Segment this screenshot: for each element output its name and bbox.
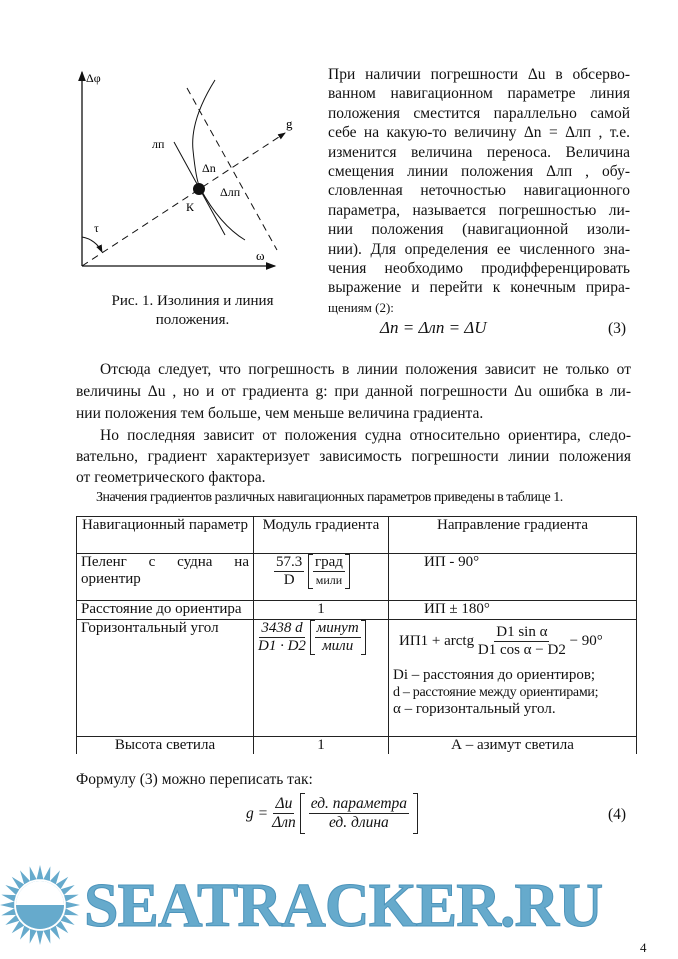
- text-line: положения сместится параллельно самой: [328, 104, 630, 122]
- sun-logo-icon: [0, 855, 80, 950]
- text-line: вательно, градиент характеризует зависимость погрешности линии положения: [76, 448, 631, 465]
- sun-ray: [0, 902, 14, 909]
- sun-ray: [5, 915, 19, 925]
- sun-ray: [1, 908, 16, 915]
- text-line: чения необходимо продифференцировать: [328, 260, 630, 277]
- formula-4: [246, 793, 418, 834]
- sun-ray: [43, 866, 50, 881]
- formula-part: ИП1 + arctg: [399, 632, 475, 649]
- text-line: нии положения тем больше, чем меньше величина градиента.: [76, 405, 484, 422]
- sun-ray: [20, 870, 30, 884]
- sun-ray: [37, 865, 44, 879]
- k-label: К: [186, 200, 195, 214]
- text-line: нии). Для определения ее численного зна-: [328, 240, 630, 258]
- param-cell: Пеленг с судна на ориентир: [77, 554, 254, 601]
- modulus-cell: [254, 554, 389, 601]
- text-line: Но последняя зависит от положения судна относительно ориентира, следо-: [100, 427, 631, 444]
- dn-label: Δn: [202, 161, 216, 175]
- text-line: Отсюда следует, что погрешность в линии положения зависит не только от: [100, 361, 631, 378]
- unit-numerator: минут: [316, 620, 359, 636]
- header-cell: Навигационный параметр: [77, 517, 254, 554]
- note: α – горизонтальный угол.: [393, 701, 556, 717]
- modulus-cell: [254, 620, 389, 737]
- text-line: выражение и перейти к конечным прира-: [328, 279, 630, 297]
- formula-3: Δn = Δлп = ΔU: [380, 318, 487, 337]
- gradient-line: [82, 133, 285, 266]
- text-line: от геометрического фактора.: [76, 469, 266, 486]
- numerator: 3438 d: [261, 620, 303, 636]
- lp-label: лп: [152, 137, 165, 151]
- figure-caption: [100, 292, 285, 330]
- tau-arc: [82, 237, 102, 252]
- sun-ray: [37, 931, 44, 945]
- table-row: [77, 620, 637, 737]
- sun-ray: [56, 877, 68, 889]
- direction-cell: А – азимут светила: [389, 737, 637, 755]
- figure-isoline-diagram: [60, 60, 320, 280]
- direction-cell: ИП ± 180°: [389, 601, 637, 620]
- unit-denominator: мили: [322, 638, 354, 654]
- formula-4-intro: Формулу (3) можно переписать так:: [76, 771, 313, 788]
- header-cell: Направление градиента: [389, 517, 637, 554]
- sun-ray: [43, 929, 50, 944]
- param-cell: Высота светила: [77, 737, 254, 755]
- gradients-table: [76, 516, 637, 754]
- y-axis-label: Δφ: [86, 71, 101, 85]
- unit-numerator: ед. параметра: [310, 795, 408, 812]
- numerator: Δu: [275, 795, 293, 812]
- table-row: [77, 601, 637, 620]
- table-header-row: [77, 517, 637, 554]
- isoline: [193, 80, 245, 240]
- sun-ray: [66, 902, 80, 909]
- text-line: себе на какую-то величину Δn = Δлп , т.е.: [328, 124, 630, 142]
- site-logo-text: SEATRACKER.RU: [84, 872, 603, 940]
- sun-ray: [61, 915, 75, 925]
- denominator: D: [283, 572, 295, 588]
- x-axis-label: ω: [256, 248, 265, 263]
- param-cell: Расстояние до ориентира: [77, 601, 254, 620]
- direction-cell: [389, 620, 637, 737]
- text-line: При наличии погрешности Δu в обсерво-: [328, 66, 630, 83]
- unit-numerator: град: [315, 554, 343, 570]
- header-cell: Модуль градиента: [254, 517, 389, 554]
- denominator: D1 cos α − D2: [477, 642, 566, 658]
- sun-ray: [5, 885, 19, 895]
- sun-ray: [64, 908, 79, 915]
- denominator: D1 · D2: [258, 638, 306, 654]
- formula-3-number: (3): [608, 320, 627, 337]
- direction-cell: ИП - 90°: [389, 554, 637, 601]
- text-line: величины Δu , но и от градиента g: при данной погрешности Δu ошибка в ли-: [76, 383, 631, 400]
- point-k: [193, 183, 205, 195]
- text-line: словленная неточностью навигационного: [328, 182, 630, 200]
- sun-ray: [1, 895, 16, 902]
- caption-line: положения.: [155, 312, 230, 328]
- dlp-label: Δлп: [220, 185, 241, 199]
- tau-label: τ: [94, 221, 99, 235]
- sun-ray: [12, 921, 24, 933]
- param-cell: Горизонтальный угол: [77, 620, 254, 737]
- sun-ray: [30, 929, 37, 944]
- page-number: 4: [640, 940, 647, 955]
- modulus-cell: 1: [254, 737, 389, 755]
- modulus-cell: 1: [254, 601, 389, 620]
- text-line: нии положения (навигационной изоли-: [328, 221, 630, 239]
- sun-ray: [50, 870, 60, 884]
- sun-ray: [50, 926, 60, 940]
- table-row: [77, 737, 637, 755]
- sun-ray: [61, 885, 75, 895]
- sun-ray: [64, 895, 79, 902]
- text-line: параметра, называется погрешностью ли-: [328, 201, 630, 219]
- text-line: щениям (2):: [328, 300, 394, 315]
- note: d – расстояние между ориентирами;: [393, 685, 599, 700]
- note: Di – расстояния до ориентиров;: [393, 667, 596, 683]
- numerator: D1 sin α: [496, 624, 548, 640]
- formula-4-number: (4): [608, 806, 627, 823]
- sun-ray: [56, 921, 68, 933]
- denominator: Δлп: [272, 814, 296, 831]
- direction-formula: [393, 620, 632, 667]
- text-line: изменится величина переноса. Величина: [328, 143, 630, 161]
- caption-line: Рис. 1. Изолиния и линия: [111, 293, 274, 309]
- table-row: [77, 554, 637, 601]
- sun-ray: [30, 866, 37, 881]
- g-label: g: [286, 116, 293, 131]
- unit-denominator: мили: [315, 573, 343, 587]
- numerator: 57.3: [276, 554, 303, 570]
- sun-ray: [20, 926, 30, 940]
- shifted-position-line: [187, 88, 277, 250]
- sun-ray: [12, 877, 24, 889]
- text-line: ванном навигационном параметре линия: [328, 85, 630, 103]
- table-caption: Значения градиентов различных навигационных параметров приведены в таблице 1.: [96, 490, 563, 505]
- formula-lhs: g =: [246, 804, 269, 822]
- formula-part: − 90°: [569, 632, 603, 649]
- text-line: смещения линии положения Δлп , обу-: [328, 163, 630, 180]
- unit-denominator: ед. длина: [328, 814, 389, 831]
